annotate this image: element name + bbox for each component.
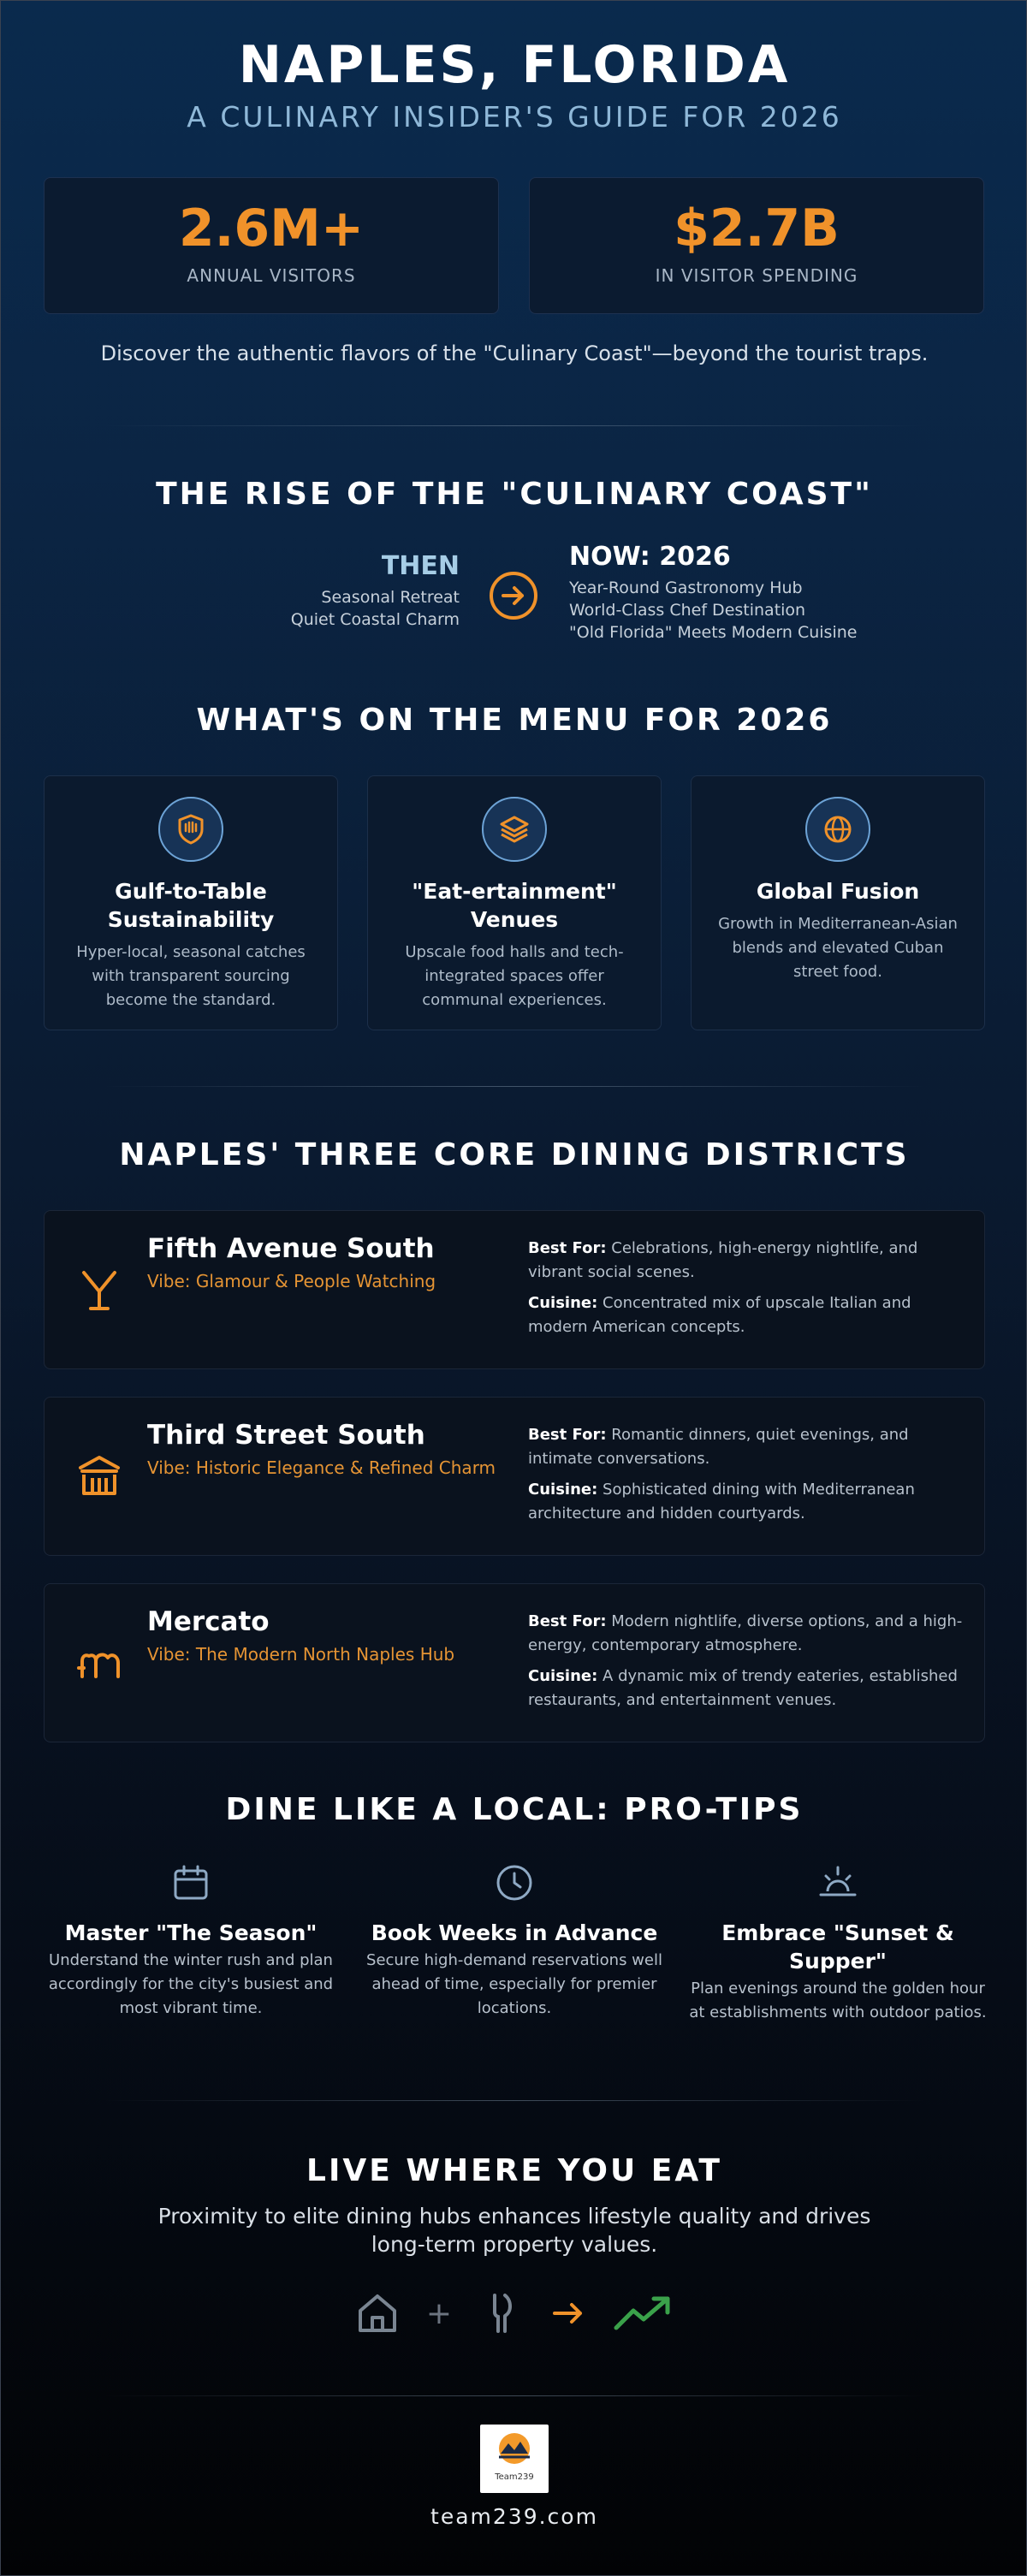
historic-building-icon [74, 1451, 125, 1502]
section-title-tips: DINE LIKE A LOCAL: PRO-TIPS [225, 1792, 804, 1827]
then-line: Quiet Coastal Charm [290, 610, 460, 629]
cocktail-glass-icon [74, 1264, 125, 1315]
district-card-fifth-avenue [44, 1210, 985, 1369]
arrow-right-circle-icon [489, 571, 538, 620]
now-line: World-Class Chef Destination [569, 601, 806, 620]
tip-desc: Plan evenings around the golden hour at establishments with outdoor patios. [689, 1979, 987, 2021]
best-for-label: Best For: [528, 1426, 607, 1444]
stat-value: $2.7B [674, 199, 840, 258]
stat-label: IN VISITOR SPENDING [655, 265, 858, 286]
shield-fish-icon [158, 797, 223, 862]
then-block [258, 551, 460, 629]
divider [104, 2100, 925, 2101]
live-icons-row [1, 2286, 1027, 2341]
tip-title: Book Weeks in Advance [371, 1920, 658, 1945]
house-icon [354, 2290, 401, 2336]
best-for-label: Best For: [528, 1612, 607, 1630]
section-title-districts: NAPLES' THREE CORE DINING DISTRICTS [119, 1137, 910, 1172]
layers-icon [482, 797, 547, 862]
cuisine-text: A dynamic mix of trendy eateries, established restaurants, and entertainment venues. [528, 1667, 958, 1709]
stat-label: ANNUAL VISITORS [187, 265, 356, 286]
tip-title: Master "The Season" [64, 1920, 318, 1945]
menu-card [691, 775, 985, 1030]
district-name: Third Street South [147, 1420, 425, 1451]
menu-card-title: "Eat-ertainment" Venues [412, 879, 617, 932]
district-vibe: Vibe: Glamour & People Watching [147, 1271, 436, 1291]
district-info [528, 1423, 965, 1526]
then-label: THEN [381, 551, 460, 581]
menu-card-title: Gulf-to-Table Sustainability [107, 879, 275, 932]
page-title: NAPLES, FLORIDA [238, 35, 791, 95]
best-for-text: Modern nightlife, diverse options, and a high-energy, contemporary atmosphere. [528, 1612, 963, 1654]
globe-icon [805, 797, 870, 862]
utensils-icon [478, 2290, 524, 2336]
section-title-live: LIVE WHERE YOU EAT [306, 2153, 722, 2188]
section-title-menu: WHAT'S ON THE MENU FOR 2026 [196, 703, 833, 738]
district-info [528, 1610, 965, 1712]
mercato-m-icon [74, 1637, 125, 1689]
district-name: Mercato [147, 1606, 270, 1637]
district-card-mercato [44, 1583, 985, 1742]
team239-logo [480, 2425, 549, 2493]
menu-card-title: Global Fusion [756, 879, 920, 904]
page-subtitle: A CULINARY INSIDER'S GUIDE FOR 2026 [187, 100, 842, 134]
cuisine-text: Sophisticated dining with Mediterranean architecture and hidden courtyards. [528, 1481, 915, 1522]
now-block [569, 542, 929, 642]
stat-card-visitors [44, 177, 499, 314]
tip-card [40, 1862, 341, 2021]
intro-text: Discover the authentic flavors of the "Culinary Coast"—beyond the tourist traps. [100, 341, 929, 365]
cuisine-label: Cuisine: [528, 1481, 598, 1499]
infographic [1, 1, 1027, 2576]
menu-card-desc: Growth in Mediterranean-Asian blends and elevated Cuban street food. [718, 915, 958, 981]
stat-card-spending [529, 177, 984, 314]
tip-desc: Secure high-demand reservations well ahead of time, especially for premier locations. [366, 1951, 662, 2017]
live-subtitle: Proximity to elite dining hubs enhances lifestyle quality and drives long-term property values. [157, 2204, 871, 2257]
menu-card-desc: Upscale food halls and tech-integrated spaces offer communal experiences. [405, 943, 624, 1009]
logo-text: Team239 [495, 2472, 534, 2482]
tip-card [364, 1862, 665, 2021]
now-label: NOW: 2026 [569, 542, 731, 572]
district-card-third-street [44, 1397, 985, 1556]
menu-card [367, 775, 662, 1030]
cuisine-text: Concentrated mix of upscale Italian and modern American concepts. [528, 1294, 911, 1336]
clock-icon [494, 1862, 535, 1903]
stat-value: 2.6M+ [178, 199, 365, 258]
now-line: Year-Round Gastronomy Hub [569, 579, 803, 597]
tip-desc: Understand the winter rush and plan accordingly for the city's busiest and most vibrant time. [48, 1951, 334, 2017]
best-for-text: Romantic dinners, quiet evenings, and intimate conversations. [528, 1426, 909, 1468]
tip-card [687, 1862, 988, 2025]
sunset-icon [817, 1862, 858, 1903]
best-for-label: Best For: [528, 1239, 607, 1257]
now-line: "Old Florida" Meets Modern Cuisine [569, 623, 858, 642]
district-vibe: Vibe: The Modern North Naples Hub [147, 1644, 455, 1665]
menu-card-desc: Hyper-local, seasonal catches with transparent sourcing become the standard. [76, 943, 306, 1009]
divider [104, 2395, 925, 2396]
cuisine-label: Cuisine: [528, 1294, 598, 1312]
footer-link[interactable]: team239.com [430, 2504, 598, 2529]
section-title-rise: THE RISE OF THE "CULINARY COAST" [156, 477, 873, 512]
menu-card [44, 775, 338, 1030]
divider [104, 425, 925, 426]
arrow-right-icon [549, 2294, 587, 2332]
calendar-icon [170, 1862, 211, 1903]
cuisine-label: Cuisine: [528, 1667, 598, 1685]
district-name: Fifth Avenue South [147, 1233, 435, 1264]
trending-up-icon [613, 2290, 674, 2336]
district-info [528, 1237, 965, 1339]
district-vibe: Vibe: Historic Elegance & Refined Charm [147, 1457, 496, 1478]
logo-emblem-icon [480, 2425, 549, 2472]
plus-sign: + [425, 2295, 453, 2331]
divider [104, 1086, 925, 1087]
then-line: Seasonal Retreat [321, 588, 460, 607]
tip-title: Embrace "Sunset & Supper" [721, 1920, 954, 1974]
best-for-text: Celebrations, high-energy nightlife, and vibrant social scenes. [528, 1239, 918, 1281]
